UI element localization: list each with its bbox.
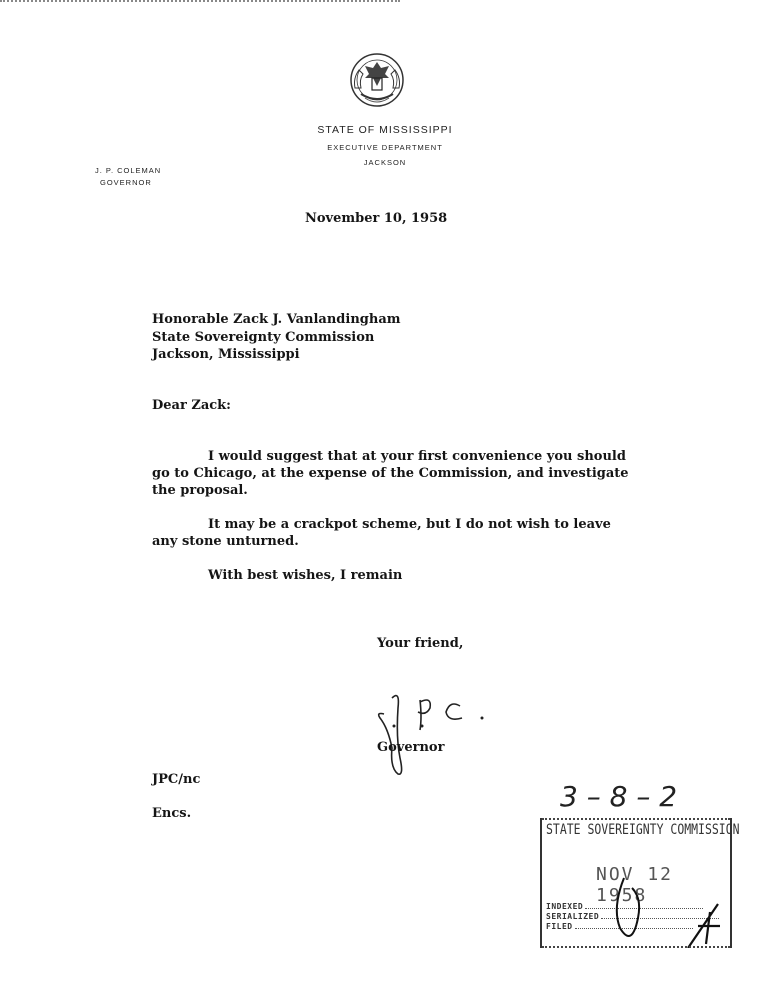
stamp-bottom-border: [542, 946, 730, 948]
top-edge-dots: [0, 0, 400, 5]
recipient-address: Jackson, Mississippi: [152, 347, 300, 362]
body-line: go to Chicago, at the expense of the Commission, and investigate: [152, 466, 629, 481]
reference-initials: JPC/nc: [152, 772, 201, 787]
letterhead-state: STATE OF MISSISSIPPI: [317, 124, 453, 136]
state-seal-icon: [345, 48, 409, 112]
stamp-title: STATE SOVEREIGNTY COMMISSION: [546, 822, 740, 838]
body-line: the proposal.: [152, 483, 248, 498]
body-line: With best wishes, I remain: [208, 568, 403, 583]
stamp-initials-icon: [602, 868, 730, 948]
received-stamp: [540, 818, 740, 948]
enclosures: Encs.: [152, 806, 192, 821]
stamp-top-border: [542, 818, 730, 820]
file-number: 3 – 8 – 2: [560, 780, 678, 813]
stamp-indexed-label: INDEXED: [546, 902, 584, 911]
governor-title: GOVERNOR: [100, 178, 152, 187]
letterhead-department: EXECUTIVE DEPARTMENT: [327, 143, 443, 152]
body-line: any stone unturned.: [152, 534, 299, 549]
recipient-name: Honorable Zack J. Vanlandingham: [152, 312, 401, 327]
stamp-filed-label: FILED: [546, 922, 573, 931]
closing: Your friend,: [377, 636, 464, 651]
stamp-serialized-label: SERIALIZED: [546, 912, 600, 921]
salutation: Dear Zack:: [152, 398, 231, 413]
body-line: I would suggest that at your first convenience you should: [208, 449, 626, 464]
letter-date: November 10, 1958: [305, 211, 448, 226]
governor-name: J. P. COLEMAN: [95, 166, 162, 175]
signer-title: Governor: [377, 740, 445, 755]
signature-icon: [370, 688, 500, 778]
body-line: It may be a crackpot scheme, but I do not wish to leave: [208, 517, 611, 532]
stamp-date: NOV 12 1958: [596, 864, 674, 906]
recipient-organization: State Sovereignty Commission: [152, 330, 375, 345]
letterhead-city: JACKSON: [363, 158, 407, 167]
